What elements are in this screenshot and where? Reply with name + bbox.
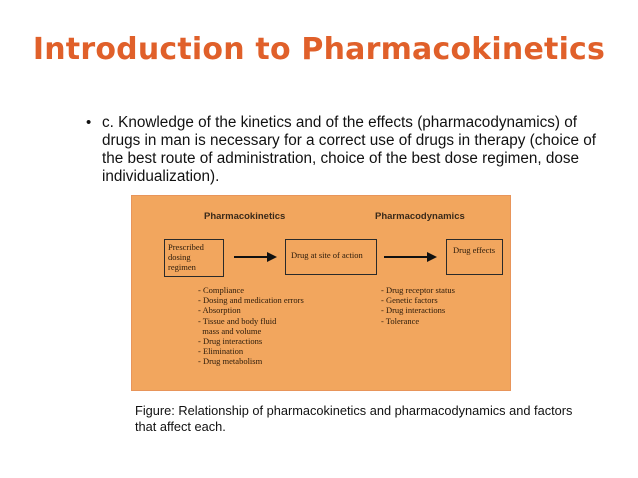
slide-title: Introduction to Pharmacokinetics	[32, 32, 606, 67]
box-effects-label: Drug effects	[453, 245, 496, 255]
box-prescribed-dosing-regimen	[164, 239, 224, 277]
figure-caption	[135, 403, 575, 435]
pk-factor-item: - Drug interactions	[198, 336, 263, 347]
pd-factor-list	[381, 285, 455, 326]
bullet-point	[86, 114, 602, 186]
bullet-text: c. Knowledge of the kinetics and of the effects (pharmacodynamics) of drugs in man is necessary for a correct use of drugs in therapy (choice of the best route of administration, choice of the best dose regimen, dose individualization).	[102, 114, 596, 185]
caption-text: Figure: Relationship of pharmacokinetics and pharmacodynamics and factors that affect each.	[135, 403, 573, 434]
box-drug-effects	[446, 239, 503, 275]
pk-factor-item: - Dosing and medication errors	[198, 295, 304, 306]
bullet-marker: •	[86, 114, 92, 131]
pk-factor-item: - Absorption	[198, 305, 241, 316]
pk-factor-item: mass and volume	[198, 325, 262, 336]
header-pharmacokinetics: Pharmacokinetics	[204, 211, 286, 222]
pk-factor-item: - Elimination	[198, 346, 244, 357]
header-pharmacodynamics: Pharmacodynamics	[375, 211, 465, 222]
arrow-prescribed-to-site	[234, 252, 277, 262]
pd-factor-item: - Drug interactions	[381, 305, 446, 316]
pd-factor-item: - Genetic factors	[381, 295, 438, 306]
pd-factor-item: - Drug receptor status	[381, 285, 455, 295]
pd-factor-item: - Tolerance	[381, 315, 420, 326]
box-site-label: Drug at site of action	[291, 250, 363, 260]
pk-factor-item: - Drug metabolism	[198, 356, 263, 367]
box-drug-at-site	[285, 239, 377, 275]
pk-factor-item: - Tissue and body fluid	[198, 315, 277, 326]
pk-pd-figure	[131, 195, 511, 391]
pk-factor-item: - Compliance	[198, 285, 245, 295]
pk-factor-list	[198, 285, 304, 367]
box-prescribed-label: Prescribed dosing regimen	[168, 242, 204, 272]
arrow-site-to-effects	[384, 252, 437, 262]
